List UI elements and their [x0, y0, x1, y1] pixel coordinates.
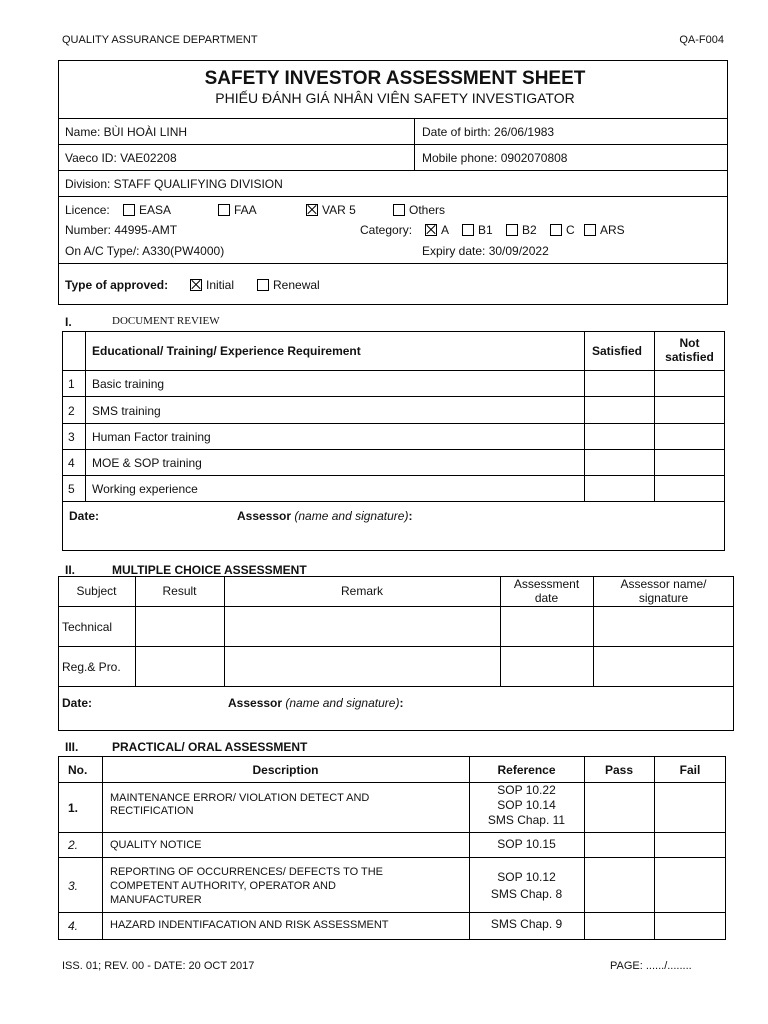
row-number: 2 — [68, 404, 75, 418]
dob-field: Date of birth: 26/06/1983 — [422, 125, 555, 139]
section3-number: III. — [65, 740, 79, 754]
row-number: 1. — [68, 801, 79, 815]
licence-easa[interactable]: EASA — [123, 203, 171, 217]
subject-technical: Technical — [62, 620, 113, 634]
row-reference: SOP 10.15 — [497, 837, 556, 851]
type-approved-label: Type of approved: — [65, 278, 169, 292]
col-remark: Remark — [340, 584, 383, 598]
row-label: SMS training — [92, 404, 161, 418]
vaeco-id-field: Vaeco ID: VAE02208 — [65, 151, 177, 165]
assessor-line: Assessor (name and signature): — [228, 696, 404, 710]
col-description: Description — [252, 763, 319, 777]
row-number: 1 — [68, 377, 75, 391]
col-assessor-name: Assessor name/ signature — [620, 577, 707, 605]
section2-title: MULTIPLE CHOICE ASSESSMENT — [112, 563, 307, 577]
col-fail: Fail — [679, 763, 701, 777]
row-reference: SMS Chap. 9 — [490, 917, 563, 931]
row-number: 4 — [68, 456, 75, 470]
subject-reg-pro: Reg.& Pro. — [62, 660, 121, 674]
section3-title: PRACTICAL/ ORAL ASSESSMENT — [112, 740, 308, 754]
col-no: No. — [68, 763, 88, 777]
checkbox-icon[interactable] — [393, 204, 405, 216]
ac-type-field: On A/C Type/: A330(PW4000) — [65, 244, 225, 258]
category-b2[interactable]: B2 — [506, 223, 537, 237]
category-label: Category: — [360, 223, 413, 237]
page-title: SAFETY INVESTOR ASSESSMENT SHEET — [204, 68, 586, 89]
row-description: HAZARD INDENTIFACATION AND RISK ASSESSMENT — [110, 919, 389, 931]
category-a[interactable]: A — [425, 223, 449, 237]
row-label: Working experience — [92, 482, 198, 496]
checkbox-icon[interactable] — [257, 279, 269, 291]
row-description: QUALITY NOTICE — [110, 839, 202, 851]
category-b1[interactable]: B1 — [462, 223, 493, 237]
category-ars[interactable]: ARS — [584, 223, 625, 237]
checkbox-icon[interactable] — [462, 224, 474, 236]
mobile-field: Mobile phone: 0902070808 — [422, 151, 568, 165]
col-requirement: Educational/ Training/ Experience Requirement — [92, 344, 361, 358]
date-label: Date: — [62, 696, 93, 710]
licence-others[interactable]: Others — [393, 203, 445, 217]
col-reference: Reference — [497, 763, 556, 777]
col-assessment-date: Assessment date — [513, 577, 580, 605]
checkbox-icon[interactable] — [584, 224, 596, 236]
col-result: Result — [162, 584, 197, 598]
col-subject: Subject — [76, 584, 117, 598]
issue-footer: ISS. 01; REV. 00 - DATE: 20 OCT 2017 — [62, 960, 255, 972]
division-field: Division: STAFF QUALIFYING DIVISION — [65, 177, 283, 191]
name-field: Name: BÙI HOÀI LINH — [65, 125, 188, 139]
type-renewal[interactable]: Renewal — [257, 278, 320, 292]
section2-number: II. — [65, 563, 76, 577]
licence-faa[interactable]: FAA — [218, 203, 257, 217]
assessor-line: Assessor (name and signature): — [237, 509, 413, 523]
row-reference: SOP 10.22 SOP 10.14 SMS Chap. 11 — [487, 783, 566, 827]
row-label: Basic training — [92, 377, 165, 391]
licence-label: Licence: — [65, 203, 110, 217]
section1-number: I. — [65, 315, 72, 329]
col-satisfied: Satisfied — [592, 344, 643, 358]
number-field: Number: 44995-AMT — [65, 223, 178, 237]
row-number: 3. — [68, 879, 79, 893]
checked-checkbox-icon[interactable] — [306, 204, 318, 216]
section1-title: DOCUMENT REVIEW — [112, 315, 220, 327]
checkbox-icon[interactable] — [550, 224, 562, 236]
checkbox-icon[interactable] — [218, 204, 230, 216]
form-code: QA-F004 — [679, 34, 724, 46]
checked-checkbox-icon[interactable] — [425, 224, 437, 236]
row-number: 3 — [68, 430, 75, 444]
row-number: 2. — [68, 838, 79, 852]
col-pass: Pass — [604, 763, 634, 777]
row-reference: SOP 10.12 SMS Chap. 8 — [490, 870, 563, 901]
row-description: MAINTENANCE ERROR/ VIOLATION DETECT AND RECTIFICATION — [110, 792, 370, 817]
checkbox-icon[interactable] — [506, 224, 518, 236]
checkbox-icon[interactable] — [123, 204, 135, 216]
col-not-satisfied: Not satisfied — [665, 336, 714, 364]
row-label: MOE & SOP training — [92, 456, 202, 470]
department-label: QUALITY ASSURANCE DEPARTMENT — [62, 34, 258, 46]
page-footer: PAGE: ....../........ — [610, 960, 692, 972]
licence-var5[interactable]: VAR 5 — [306, 203, 356, 217]
row-number: 4. — [68, 919, 79, 933]
type-initial[interactable]: Initial — [190, 278, 234, 292]
row-label: Human Factor training — [92, 430, 211, 444]
row-number: 5 — [68, 482, 75, 496]
expiry-field: Expiry date: 30/09/2022 — [422, 244, 549, 258]
date-label: Date: — [69, 509, 100, 523]
category-c[interactable]: C — [550, 223, 575, 237]
row-description: REPORTING OF OCCURRENCES/ DEFECTS TO THE COMPETENT AUTHORITY, OPERATOR AND MANUFACTURER — [110, 866, 383, 906]
checked-checkbox-icon[interactable] — [190, 279, 202, 291]
page-subtitle: PHIẾU ĐÁNH GIÁ NHÂN VIÊN SAFETY INVESTIGATOR — [215, 90, 575, 106]
